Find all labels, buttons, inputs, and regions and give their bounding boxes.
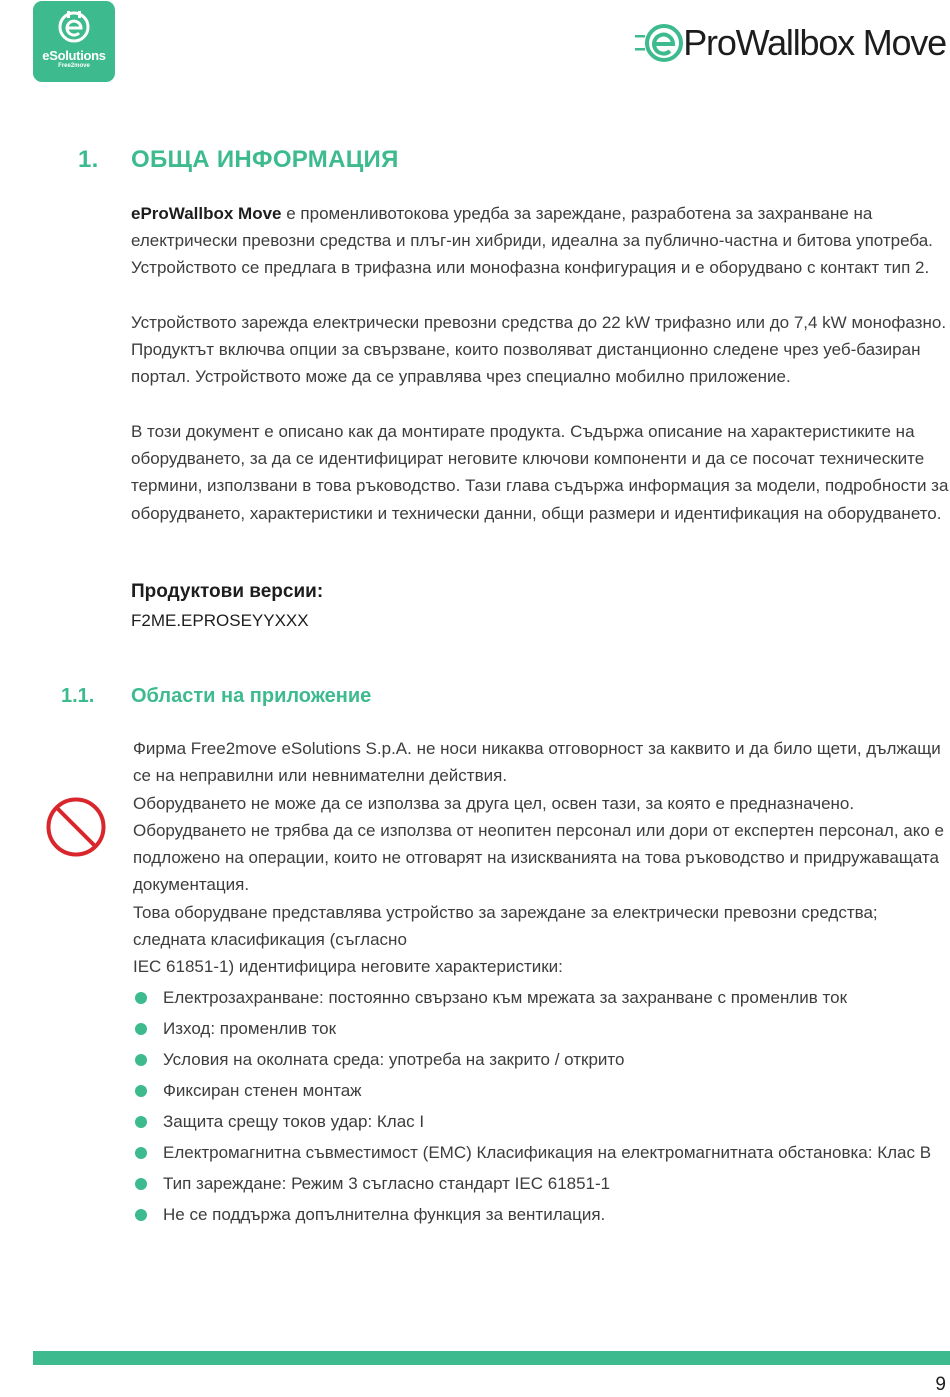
paragraph: Това оборудване представлява устройство за зареждане за електрически превозни средства; следната класификация (съгласно — [133, 903, 878, 950]
list-item-text: Електромагнитна съвместимост (EMC) Класификация на електромагнитната обстановка: Клас B — [163, 1143, 932, 1162]
product-versions-title: Продуктови версии: — [131, 581, 324, 602]
intro-paragraph — [131, 200, 950, 282]
bullet-icon — [135, 992, 147, 1004]
section-title: ОБЩА ИНФОРМАЦИЯ — [131, 146, 399, 173]
classification-list — [133, 982, 948, 1230]
plug-e-icon — [633, 21, 683, 65]
list-item-text: Изход: променлив ток — [163, 1019, 337, 1038]
logo-name: eSolutions — [42, 48, 106, 63]
paragraph: Фирма Free2move eSolutions S.p.A. не носи никаква отговорност за каквито и да било щети, дължащи се на неправилни или невнимателни действия. — [133, 739, 941, 786]
bullet-icon — [135, 1209, 147, 1221]
product-name: eProWallbox Move — [131, 204, 282, 223]
paragraph: Оборудването не може да се използва за друга цел, освен тази, за която е предназначено. — [133, 794, 855, 813]
esolutions-logo — [33, 1, 115, 82]
bullet-icon — [135, 1116, 147, 1128]
bullet-icon — [135, 1178, 147, 1190]
product-code: F2ME.EPROSEYYXXX — [131, 611, 309, 630]
list-item — [133, 1013, 948, 1044]
bullet-icon — [135, 1147, 147, 1159]
bullet-icon — [135, 1023, 147, 1035]
list-item — [133, 982, 948, 1013]
footer-bar — [33, 1351, 950, 1365]
list-item — [133, 1199, 948, 1230]
prohibited-icon — [45, 796, 107, 858]
plug-e-icon — [56, 9, 92, 45]
bullet-icon — [135, 1085, 147, 1097]
paragraph: IEC 61851-1) идентифицира неговите характеристики: — [133, 957, 563, 976]
subsection-heading — [61, 685, 371, 708]
list-item — [133, 1106, 948, 1137]
subsection-number: 1.1. — [61, 685, 95, 707]
list-item-text: Електрозахранване: постоянно свързано към мрежата за захранване с променлив ток — [163, 988, 848, 1007]
section-heading — [78, 146, 399, 174]
list-item — [133, 1137, 948, 1168]
list-item-text: Условия на околната среда: употреба на закрито / открито — [163, 1050, 625, 1069]
bullet-icon — [135, 1054, 147, 1066]
list-item — [133, 1075, 948, 1106]
list-item-text: Фиксиран стенен монтаж — [163, 1081, 362, 1100]
paragraph: Устройството зарежда електрически превозни средства до 22 kW трифазно или до 7,4 kW монофазно. Продуктът включва опции за свързване, които позволяват дистанционно следене чрез уеб-базиран портал. Устройството може да се управлява чрез специално мобилно приложение. — [131, 313, 947, 387]
list-item-text: Защита срещу токов удар: Клас I — [163, 1112, 425, 1131]
intro-text: е променливотокова уредба за зареждане, разработена за захранване на електрически превозни средства и плъг-ин хибриди, идеална за публично-частна и битова употреба. Устройството се предлага в трифазна или монофазна конфигурация и е оборудвано с контакт тип 2. — [131, 204, 933, 278]
brand-name: ProWallbox Move — [683, 22, 946, 63]
list-item-text: Тип зареждане: Режим 3 съгласно стандарт IEC 61851-1 — [163, 1174, 611, 1193]
paragraph: Оборудването не трябва да се използва от неопитен персонал или дори от експертен персонал, ако е подложено на операции, които не отговарят на изискванията на това ръководство и придружаващата документация. — [133, 821, 944, 895]
page-number: 9 — [935, 1374, 946, 1395]
list-item-text: Не се поддържа допълнителна функция за вентилация. — [163, 1205, 606, 1224]
brand-logo — [633, 20, 946, 66]
list-item — [133, 1044, 948, 1075]
subsection-title: Области на приложение — [131, 685, 372, 707]
list-item — [133, 1168, 948, 1199]
section-number: 1. — [78, 146, 99, 173]
logo-subtitle: Free2move — [58, 63, 90, 69]
paragraph: В този документ е описано как да монтирате продукта. Съдържа описание на характеристиките на оборудването, за да се идентифицират неговите ключови компоненти и да се посочат техническите термини, използвани в това ръководство. Тази глава съдържа информация за модели, подробности за оборудването, характеристики и технически данни, общи размери и идентификация на оборудването. — [131, 422, 949, 523]
